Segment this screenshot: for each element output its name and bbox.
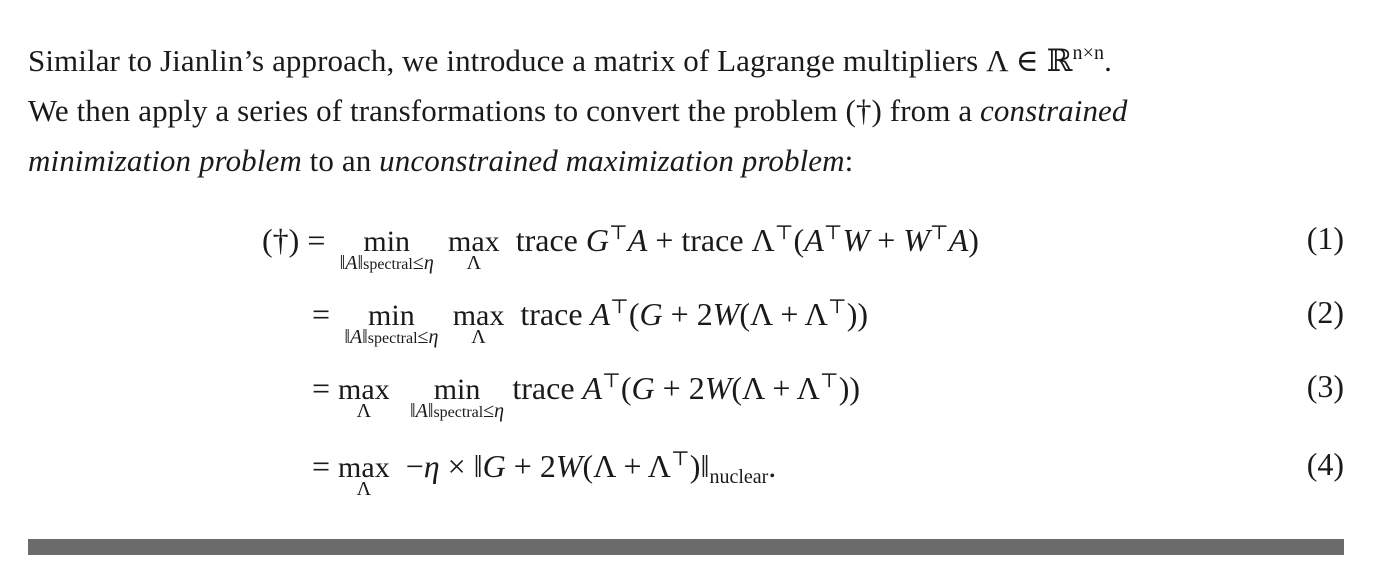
equation-number-2: (2): [1306, 294, 1344, 330]
line3-text: to an: [301, 143, 380, 178]
line3-colon: :: [844, 143, 854, 178]
max-operator: max Λ: [448, 225, 500, 274]
dimension-superscript: n×n: [1072, 42, 1105, 64]
min-operator: min ‖A‖spectral≤η: [339, 225, 434, 274]
emphasis-minimization: minimization problem: [28, 143, 302, 178]
equation-2: = min ‖A‖spectral≤η max Λ trace A⊤(G + 2W(Λ + Λ⊤)): [312, 296, 868, 348]
paragraph-line-1: [28, 28, 1364, 86]
max-operator: max Λ: [452, 299, 505, 348]
intro-paragraph: [28, 28, 1364, 186]
line2-text: We then apply a series of transformations to convert the problem (†) from a: [28, 93, 981, 128]
equation-number-4: (4): [1306, 446, 1344, 482]
min-operator: min ‖A‖spectral≤η: [409, 373, 505, 422]
equation-1: (†) = min ‖A‖spectral≤η max Λ trace G⊤A + trace Λ⊤(A⊤W + W⊤A): [262, 222, 979, 274]
section-divider: [28, 539, 1344, 555]
line1-text: Similar to Jianlin’s approach, we introduce a matrix of Lagrange multipliers Λ ∈ ℝ: [28, 43, 1073, 78]
equation-3: = max Λ min ‖A‖spectral≤η trace A⊤(G + 2W(Λ + Λ⊤)): [312, 370, 860, 422]
equation-number-1: (1): [1306, 220, 1344, 256]
emphasis-constrained: constrained: [980, 93, 1128, 128]
equation-number-3: (3): [1306, 368, 1344, 404]
line1-period: .: [1104, 43, 1112, 78]
emphasis-maximization: unconstrained maximization problem: [379, 143, 845, 178]
min-operator: min ‖A‖spectral≤η: [344, 299, 439, 348]
paragraph-line-2: [28, 86, 1364, 136]
dagger-ref: (†): [262, 222, 300, 258]
paragraph-line-3: [28, 136, 1364, 186]
max-operator: max Λ: [338, 451, 390, 500]
equation-4: = max Λ −η × ‖G + 2W(Λ + Λ⊤)‖nuclear.: [312, 448, 777, 500]
max-operator: max Λ: [338, 373, 390, 422]
